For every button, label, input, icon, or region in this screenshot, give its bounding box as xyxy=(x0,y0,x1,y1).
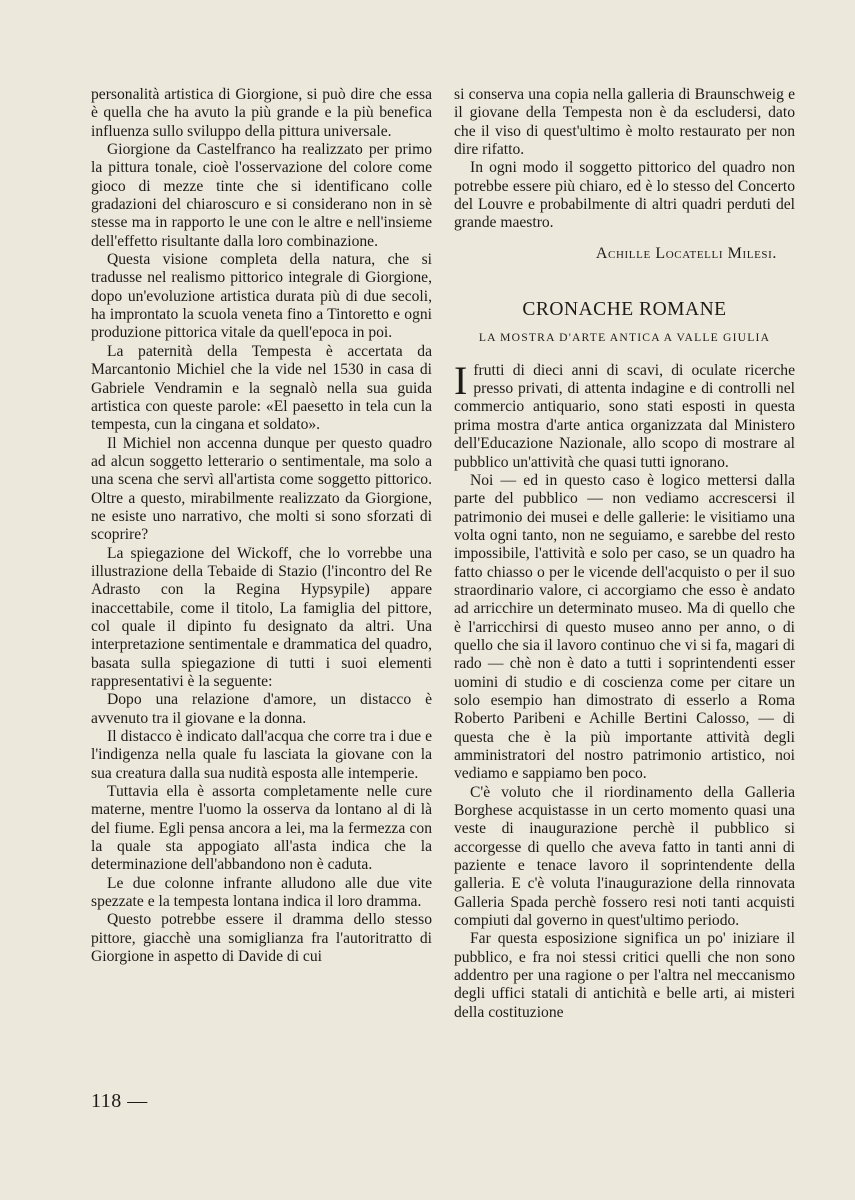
paragraph: Giorgione da Castelfranco ha realizzato per primo la pittura tonale, cioè l'osservazione del colore come gioco di mezze tinte che si identificano colle gradazioni del chiaroscuro e si considerano non in sè stesse ma in rapporto le une con le altre e nell'insieme dell'effetto risultante dalla loro combinazione. xyxy=(91,141,432,250)
paragraph: Il Michiel non accenna dunque per questo quadro ad alcun soggetto letterario o sentimentale, ma solo a una scena che servì all'artista come soggetto pittorico. Oltre a questo, mirabilmente realizzato da Giorgione, ne esiste uno narrativo, che molti si sono sforzati di scoprire? xyxy=(91,434,432,544)
paragraph: In ogni modo il soggetto pittorico del quadro non potrebbe essere più chiaro, ed è lo stesso del Concerto del Louvre e probabilmente di altri quadri perduti del grande maestro. xyxy=(454,159,795,232)
paragraph: Le due colonne infrante alludono alle due vite spezzate e la tempesta lontana indica il loro dramma. xyxy=(91,874,432,911)
drop-cap: I xyxy=(454,357,468,403)
author-signature: Achille Locatelli Milesi. xyxy=(595,244,777,262)
paragraph: Questo potrebbe essere il dramma dello stesso pittore, giacchè una somiglianza fra l'autoritratto di Giorgione in aspetto di Davide di cui xyxy=(91,911,432,966)
paragraph: C'è voluto che il riordinamento della Galleria Borghese acquistasse in un certo momento quasi una veste di inaugurazione perchè il pubblico si accorgesse di quello che aveva fatto in tanti anni di paziente e tenace lavoro il soprintendente della galleria. E c'è voluta l'inaugurazione della rinnovata Galleria Spada perchè fossero resi noti tanti acquisti compiuti dal governo in quest'ultimo periodo. xyxy=(454,783,795,930)
paragraph: Questa visione completa della natura, che si tradusse nel realismo pittorico integrale di Giorgione, dopo un'evoluzione artistica durata più di due secoli, ha improntato la scuola veneta fino a Tintoretto e ogni produzione pittorica vitale da quell'epoca in poi. xyxy=(91,251,432,342)
paragraph: si conserva una copia nella galleria di Braunschweig e il giovane della Tempesta non è da escludersi, dato che il viso di quest'ultimo è molto restaurato per non dire rifatto. xyxy=(454,86,795,159)
section-first-text: frutti di dieci anni di scavi, di oculate ricerche presso privati, di attenta indagine e di controlli nel commercio antiquario, sono stati esposti in questa prima mostra d'arte antica organizzata dal Ministero dell'Educazione Nazionale, allo scopo di mostrare al pubblico un'attività che quasi tutti ignorano. xyxy=(454,361,795,471)
section-title: CRONACHE ROMANE xyxy=(522,299,727,321)
paragraph: Far questa esposizione significa un po' iniziare il pubblico, e fra noi stessi critici quelli che non sono addentro per una ragione o per l'altra nel meccanismo degli uffici statali di antichità e belle arti, ai misteri della costituzione xyxy=(454,930,795,1021)
paragraph: Dopo una relazione d'amore, un distacco è avvenuto tra il giovane e la donna. xyxy=(91,691,432,727)
paragraph: personalità artistica di Giorgione, si può dire che essa è quella che ha avuto la più grande e la più benefica influenza sullo sviluppo della pittura universale. xyxy=(91,86,432,140)
paragraph: La paternità della Tempesta è accertata da Marcantonio Michiel che la vide nel 1530 in casa di Gabriele Vendramin e la segnalò nella sua guida artistica con queste parole: «El paesetto in tela cun la tempesta, cun la cingana et soldato». xyxy=(91,342,432,434)
left-column xyxy=(91,86,432,967)
paragraph: Tuttavia ella è assorta completamente nelle cure materne, mentre l'uomo la osserva da lontano al di là del fiume. Egli pensa ancora a lei, ma la fermezza con la quale sta appogiato all'asta indica che la determinazione dell'abbandono non è caduta. xyxy=(91,783,432,874)
right-column xyxy=(454,86,795,1022)
paragraph: Noi — ed in questo caso è logico mettersi dalla parte del pubblico — non vediamo accrescersi il patrimonio dei musei e delle gallerie: le visitiamo una volta ogni tanto, non ne seguiamo, e sarebbe del resto impossibile, l'attività e solo per caso, se un quadro ha fatto chiasso o per le vicende dell'acquisto o per il suo straordinario valore, ci accorgiamo che esso è andato ad arricchire un determinato museo. Ma di quello che è l'arricchirsi di questo museo anno per anno, o di quello che sia il lavoro continuo che vi si fa, magari di rado — chè non è dato a tutti i soprintendenti esser uomini di studio e di coscienza come per citare un solo esempio han dimostrato di esserlo a Roma Roberto Paribeni e Achille Bertini Calosso, — di questa che è la più importante attività degli amministratori del nostro patrimonio artistico, noi vediamo e sappiamo ben poco. xyxy=(454,471,795,783)
paragraph: Il distacco è indicato dall'acqua che corre tra i due e l'indigenza nella quale fu lasciata la giovane con la sua creatura dalla sua nudità esposta alle intemperie. xyxy=(91,728,432,782)
paragraph: La spiegazione del Wickoff, che lo vorrebbe una illustrazione della Tebaide di Stazio (l'incontro del Re Adrasto con la Regina Hypsypile) appare inaccettabile, come il titolo, La famiglia del pittore, col quale il dipinto fu designato da altri. Una interpretazione sentimentale e drammatica del quadro, basata sulla spiegazione di tutti i suoi elementi rappresentativi è la seguente: xyxy=(91,544,432,690)
section-first-paragraph xyxy=(454,357,795,472)
page-number: 118 — xyxy=(91,1090,148,1112)
section-subtitle: LA MOSTRA D'ARTE ANTICA A VALLE GIULIA xyxy=(478,331,771,345)
